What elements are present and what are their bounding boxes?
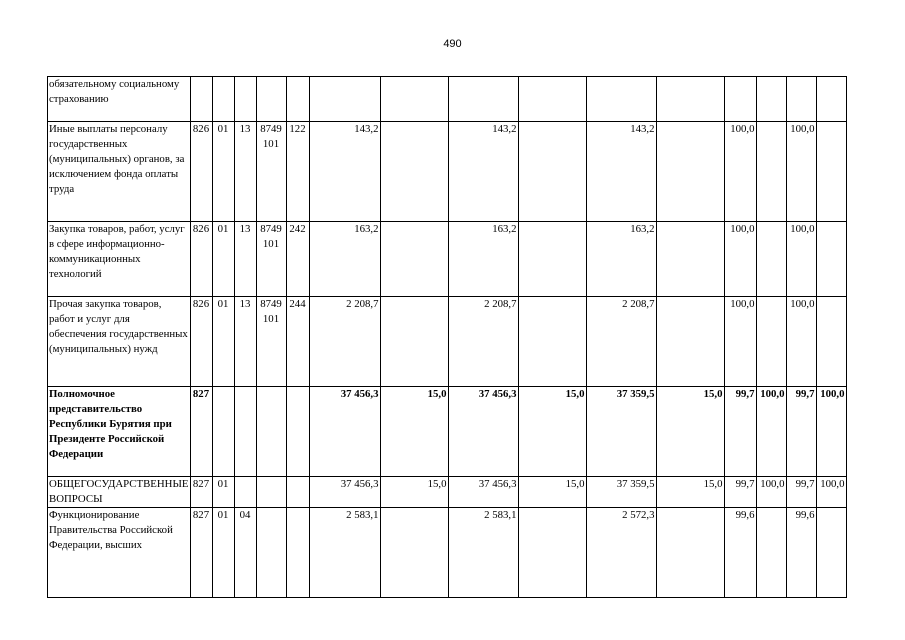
pct-plan-federal-cell [756, 77, 786, 122]
code-subsection-cell [234, 387, 256, 477]
table-row [48, 477, 847, 508]
adjusted-amount-cell: 37 456,3 [448, 477, 518, 508]
pct-plan-cell: 99,6 [724, 507, 756, 597]
table-row [48, 507, 847, 597]
code-subsection-cell: 13 [234, 122, 256, 222]
adjusted-federal-cell [518, 77, 586, 122]
pct-plan-cell: 100,0 [724, 122, 756, 222]
pct-adjusted-federal-cell [816, 122, 846, 222]
code-target-cell: 8749 101 [256, 222, 286, 297]
executed-amount-cell: 2 572,3 [586, 507, 656, 597]
code-target-cell: 8749 101 [256, 297, 286, 387]
code-type-cell [286, 387, 309, 477]
code-ministry-cell: 826 [190, 122, 212, 222]
adjusted-federal-cell [518, 297, 586, 387]
executed-amount-cell: 163,2 [586, 222, 656, 297]
row-name-cell: Полномочное представительство Республики Бурятия при Президенте Российской Федерации [48, 387, 191, 477]
table-row [48, 77, 847, 122]
code-section-cell [212, 387, 234, 477]
executed-amount-cell: 37 359,5 [586, 387, 656, 477]
adjusted-federal-cell [518, 122, 586, 222]
code-subsection-cell: 13 [234, 222, 256, 297]
pct-adjusted-federal-cell [816, 507, 846, 597]
code-section-cell: 01 [212, 477, 234, 508]
plan-amount-cell: 2 583,1 [309, 507, 380, 597]
code-type-cell [286, 77, 309, 122]
executed-amount-cell [586, 77, 656, 122]
pct-adjusted-cell: 99,6 [786, 507, 816, 597]
plan-amount-cell: 143,2 [309, 122, 380, 222]
pct-adjusted-federal-cell: 100,0 [816, 387, 846, 477]
code-target-cell: 8749 101 [256, 122, 286, 222]
pct-plan-federal-cell [756, 122, 786, 222]
code-ministry-cell: 827 [190, 387, 212, 477]
code-subsection-cell [234, 77, 256, 122]
code-type-cell [286, 507, 309, 597]
adjusted-federal-cell: 15,0 [518, 477, 586, 508]
plan-federal-cell [380, 507, 448, 597]
row-name-cell: обязательному социальному страхованию [48, 77, 191, 122]
executed-amount-cell: 2 208,7 [586, 297, 656, 387]
code-type-cell [286, 477, 309, 508]
pct-plan-cell: 100,0 [724, 297, 756, 387]
plan-amount-cell: 2 208,7 [309, 297, 380, 387]
pct-plan-cell: 99,7 [724, 477, 756, 508]
executed-federal-cell [656, 507, 724, 597]
pct-adjusted-cell: 100,0 [786, 122, 816, 222]
code-ministry-cell: 826 [190, 297, 212, 387]
executed-federal-cell [656, 122, 724, 222]
code-ministry-cell: 826 [190, 222, 212, 297]
code-type-cell: 244 [286, 297, 309, 387]
row-name-cell: Закупка товаров, работ, услуг в сфере информационно-коммуникационных технологий [48, 222, 191, 297]
pct-adjusted-federal-cell [816, 297, 846, 387]
code-subsection-cell [234, 477, 256, 508]
code-section-cell: 01 [212, 507, 234, 597]
plan-federal-cell [380, 297, 448, 387]
row-name-cell: Иные выплаты персоналу государственных (муниципальных) органов, за исключением фонда оплаты труда [48, 122, 191, 222]
pct-plan-cell [724, 77, 756, 122]
code-ministry-cell: 827 [190, 477, 212, 508]
executed-federal-cell [656, 222, 724, 297]
pct-adjusted-cell: 99,7 [786, 477, 816, 508]
plan-federal-cell: 15,0 [380, 477, 448, 508]
pct-adjusted-cell: 100,0 [786, 297, 816, 387]
adjusted-amount-cell: 143,2 [448, 122, 518, 222]
code-target-cell [256, 507, 286, 597]
code-type-cell: 122 [286, 122, 309, 222]
executed-federal-cell: 15,0 [656, 387, 724, 477]
page-number: 490 [443, 38, 462, 50]
table-row [48, 387, 847, 477]
plan-amount-cell: 37 456,3 [309, 477, 380, 508]
adjusted-amount-cell: 37 456,3 [448, 387, 518, 477]
table-row [48, 297, 847, 387]
table-row [48, 222, 847, 297]
executed-federal-cell [656, 297, 724, 387]
plan-federal-cell [380, 122, 448, 222]
pct-plan-cell: 99,7 [724, 387, 756, 477]
pct-adjusted-federal-cell: 100,0 [816, 477, 846, 508]
adjusted-amount-cell: 2 583,1 [448, 507, 518, 597]
code-section-cell [212, 77, 234, 122]
executed-amount-cell: 37 359,5 [586, 477, 656, 508]
pct-adjusted-cell: 100,0 [786, 222, 816, 297]
pct-plan-federal-cell: 100,0 [756, 387, 786, 477]
plan-amount-cell: 37 456,3 [309, 387, 380, 477]
adjusted-federal-cell [518, 222, 586, 297]
pct-plan-federal-cell: 100,0 [756, 477, 786, 508]
adjusted-amount-cell [448, 77, 518, 122]
executed-federal-cell [656, 77, 724, 122]
pct-plan-federal-cell [756, 297, 786, 387]
code-section-cell: 01 [212, 222, 234, 297]
table-row [48, 122, 847, 222]
pct-adjusted-federal-cell [816, 77, 846, 122]
pct-plan-federal-cell [756, 222, 786, 297]
code-subsection-cell: 13 [234, 297, 256, 387]
code-ministry-cell: 827 [190, 507, 212, 597]
pct-adjusted-cell [786, 77, 816, 122]
code-section-cell: 01 [212, 297, 234, 387]
executed-amount-cell: 143,2 [586, 122, 656, 222]
plan-federal-cell: 15,0 [380, 387, 448, 477]
pct-plan-federal-cell [756, 507, 786, 597]
code-subsection-cell: 04 [234, 507, 256, 597]
plan-amount-cell [309, 77, 380, 122]
code-target-cell [256, 77, 286, 122]
code-type-cell: 242 [286, 222, 309, 297]
code-ministry-cell [190, 77, 212, 122]
budget-table [47, 76, 847, 598]
code-section-cell: 01 [212, 122, 234, 222]
row-name-cell: Прочая закупка товаров, работ и услуг для обеспечения государственных (муниципальных) нужд [48, 297, 191, 387]
executed-federal-cell: 15,0 [656, 477, 724, 508]
code-target-cell [256, 387, 286, 477]
code-target-cell [256, 477, 286, 508]
row-name-cell: ОБЩЕГОСУДАРСТВЕННЫЕ ВОПРОСЫ [48, 477, 191, 508]
row-name-cell: Функционирование Правительства Российской Федерации, высших [48, 507, 191, 597]
pct-adjusted-federal-cell [816, 222, 846, 297]
plan-amount-cell: 163,2 [309, 222, 380, 297]
adjusted-amount-cell: 163,2 [448, 222, 518, 297]
plan-federal-cell [380, 222, 448, 297]
adjusted-federal-cell: 15,0 [518, 387, 586, 477]
adjusted-federal-cell [518, 507, 586, 597]
plan-federal-cell [380, 77, 448, 122]
adjusted-amount-cell: 2 208,7 [448, 297, 518, 387]
pct-adjusted-cell: 99,7 [786, 387, 816, 477]
pct-plan-cell: 100,0 [724, 222, 756, 297]
